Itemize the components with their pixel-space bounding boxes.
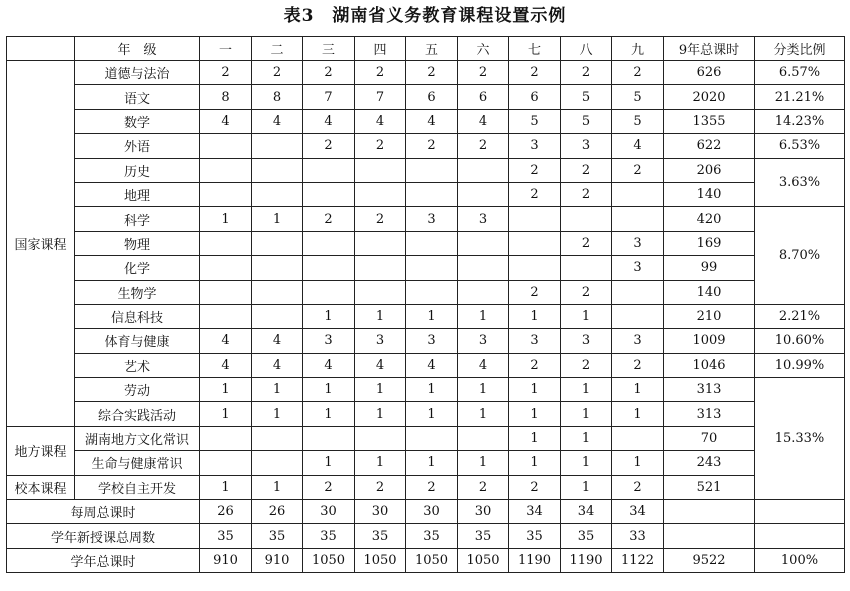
grade-hours-cell: 5 [509, 109, 561, 133]
grade-hours-cell: 1 [612, 451, 664, 475]
table-row [7, 304, 845, 328]
grade-hours-cell [252, 426, 303, 450]
summary-value-cell: 1050 [303, 548, 355, 572]
ratio-cell: 3.63% [755, 158, 845, 207]
subject-cell: 生命与健康常识 [75, 451, 200, 475]
grade-hours-cell [406, 426, 458, 450]
table-title: 表3 湖南省义务教育课程设置示例 [283, 6, 567, 26]
subject-cell: 劳动 [75, 378, 200, 402]
grade-hours-cell: 3 [561, 329, 612, 353]
summary-value-cell: 35 [406, 524, 458, 548]
grade-hours-cell: 4 [252, 109, 303, 133]
ratio-cell: 10.99% [755, 353, 845, 377]
curriculum-table [6, 36, 845, 573]
grade-hours-cell [303, 256, 355, 280]
ratio-cell: 6.53% [755, 134, 845, 158]
summary-ratio-cell [755, 500, 845, 524]
ratio-cell: 2.21% [755, 304, 845, 328]
table-row [7, 329, 845, 353]
grade-hours-cell: 2 [355, 134, 406, 158]
total-hours-cell: 140 [664, 182, 755, 206]
grade-hours-cell: 2 [355, 207, 406, 231]
category-cell: 校本课程 [7, 475, 75, 499]
grade-hours-cell: 4 [458, 353, 509, 377]
grade-hours-cell: 2 [561, 61, 612, 85]
table-row [7, 426, 845, 450]
grade-hours-cell: 4 [612, 134, 664, 158]
subject-cell: 学校自主开发 [75, 475, 200, 499]
header-ratio: 分类比例 [755, 37, 845, 61]
summary-value-cell: 33 [612, 524, 664, 548]
grade-hours-cell [303, 158, 355, 182]
grade-hours-cell [355, 182, 406, 206]
grade-hours-cell: 1 [612, 378, 664, 402]
summary-value-cell: 34 [509, 500, 561, 524]
grade-hours-cell: 6 [509, 85, 561, 109]
grade-hours-cell [561, 207, 612, 231]
summary-value-cell: 35 [303, 524, 355, 548]
summary-label: 每周总课时 [7, 500, 200, 524]
grade-hours-cell: 4 [252, 353, 303, 377]
summary-value-cell: 1050 [355, 548, 406, 572]
summary-value-cell: 910 [252, 548, 303, 572]
total-hours-cell: 1046 [664, 353, 755, 377]
grade-hours-cell [355, 280, 406, 304]
grade-hours-cell: 1 [458, 451, 509, 475]
summary-value-cell: 35 [561, 524, 612, 548]
header-grade-3: 三 [303, 37, 355, 61]
grade-hours-cell [200, 256, 252, 280]
grade-hours-cell: 1 [406, 451, 458, 475]
grade-hours-cell: 4 [406, 353, 458, 377]
grade-hours-cell [200, 280, 252, 304]
grade-hours-cell [355, 426, 406, 450]
grade-hours-cell: 2 [303, 207, 355, 231]
grade-hours-cell: 4 [200, 353, 252, 377]
summary-total-cell [664, 524, 755, 548]
summary-value-cell: 1050 [458, 548, 509, 572]
summary-value-cell: 1190 [509, 548, 561, 572]
total-hours-cell: 1355 [664, 109, 755, 133]
grade-hours-cell: 3 [406, 207, 458, 231]
grade-hours-cell: 2 [406, 61, 458, 85]
grade-hours-cell [303, 231, 355, 255]
total-hours-cell: 140 [664, 280, 755, 304]
grade-hours-cell [252, 134, 303, 158]
grade-hours-cell: 2 [561, 280, 612, 304]
grade-hours-cell: 1 [561, 426, 612, 450]
grade-hours-cell: 3 [509, 134, 561, 158]
table-row [7, 61, 845, 85]
table-row [7, 402, 845, 426]
grade-hours-cell: 4 [200, 109, 252, 133]
grade-hours-cell: 1 [303, 304, 355, 328]
grade-hours-cell [458, 426, 509, 450]
grade-hours-cell: 1 [252, 475, 303, 499]
grade-hours-cell [252, 304, 303, 328]
grade-hours-cell: 4 [200, 329, 252, 353]
grade-hours-cell: 1 [252, 378, 303, 402]
grade-hours-cell [200, 451, 252, 475]
table-row [7, 231, 845, 255]
grade-hours-cell [509, 256, 561, 280]
grade-hours-cell: 5 [612, 109, 664, 133]
grade-hours-cell [458, 280, 509, 304]
grade-hours-cell: 2 [303, 61, 355, 85]
header-grade-1: 一 [200, 37, 252, 61]
grade-hours-cell [406, 231, 458, 255]
grade-hours-cell: 3 [355, 329, 406, 353]
grade-hours-cell: 1 [561, 475, 612, 499]
grade-hours-cell: 4 [303, 353, 355, 377]
summary-value-cell: 30 [406, 500, 458, 524]
table-row [7, 378, 845, 402]
total-hours-cell: 313 [664, 402, 755, 426]
summary-value-cell: 26 [252, 500, 303, 524]
subject-cell: 综合实践活动 [75, 402, 200, 426]
table-row [7, 134, 845, 158]
grade-hours-cell: 2 [406, 134, 458, 158]
subject-cell: 物理 [75, 231, 200, 255]
summary-ratio-cell: 100% [755, 548, 845, 572]
grade-hours-cell [252, 231, 303, 255]
grade-hours-cell [406, 158, 458, 182]
header-grade-4: 四 [355, 37, 406, 61]
total-hours-cell: 313 [664, 378, 755, 402]
grade-hours-cell [200, 231, 252, 255]
grade-hours-cell: 1 [355, 402, 406, 426]
grade-hours-cell: 1 [200, 207, 252, 231]
grade-hours-cell: 2 [509, 182, 561, 206]
grade-hours-cell [200, 426, 252, 450]
grade-hours-cell: 2 [561, 182, 612, 206]
ratio-cell: 8.70% [755, 207, 845, 305]
grade-hours-cell [458, 256, 509, 280]
summary-value-cell: 1050 [406, 548, 458, 572]
grade-hours-cell [509, 207, 561, 231]
summary-row [7, 500, 845, 524]
grade-hours-cell: 5 [561, 85, 612, 109]
grade-hours-cell [355, 158, 406, 182]
grade-hours-cell: 1 [561, 451, 612, 475]
grade-hours-cell: 8 [252, 85, 303, 109]
grade-hours-cell [612, 426, 664, 450]
grade-hours-cell: 3 [509, 329, 561, 353]
grade-hours-cell: 3 [612, 256, 664, 280]
total-hours-cell: 243 [664, 451, 755, 475]
grade-hours-cell: 1 [561, 378, 612, 402]
grade-hours-cell [612, 182, 664, 206]
table-row [7, 353, 845, 377]
grade-hours-cell: 1 [509, 378, 561, 402]
grade-hours-cell [200, 134, 252, 158]
grade-hours-cell: 3 [612, 329, 664, 353]
grade-hours-cell [355, 256, 406, 280]
header-grade-7: 七 [509, 37, 561, 61]
total-hours-cell: 210 [664, 304, 755, 328]
grade-hours-cell [252, 451, 303, 475]
table-body [7, 37, 845, 573]
grade-hours-cell: 1 [561, 402, 612, 426]
grade-hours-cell: 2 [406, 475, 458, 499]
grade-hours-cell: 3 [612, 231, 664, 255]
grade-hours-cell: 4 [303, 109, 355, 133]
grade-hours-cell: 5 [561, 109, 612, 133]
table-row [7, 158, 845, 182]
total-hours-cell: 420 [664, 207, 755, 231]
grade-hours-cell [561, 256, 612, 280]
category-cell: 地方课程 [7, 426, 75, 475]
grade-hours-cell [200, 182, 252, 206]
subject-cell: 生物学 [75, 280, 200, 304]
subject-cell: 艺术 [75, 353, 200, 377]
summary-value-cell: 34 [561, 500, 612, 524]
grade-hours-cell: 2 [458, 475, 509, 499]
subject-cell: 历史 [75, 158, 200, 182]
table-row [7, 256, 845, 280]
subject-cell: 湖南地方文化常识 [75, 426, 200, 450]
subject-cell: 道德与法治 [75, 61, 200, 85]
grade-hours-cell [458, 158, 509, 182]
subject-cell: 地理 [75, 182, 200, 206]
grade-hours-cell: 2 [509, 475, 561, 499]
grade-hours-cell: 4 [252, 329, 303, 353]
summary-label: 学年新授课总周数 [7, 524, 200, 548]
subject-cell: 语文 [75, 85, 200, 109]
grade-hours-cell [458, 182, 509, 206]
grade-hours-cell [406, 182, 458, 206]
grade-hours-cell [303, 182, 355, 206]
grade-hours-cell: 7 [355, 85, 406, 109]
subject-cell: 科学 [75, 207, 200, 231]
grade-hours-cell [406, 256, 458, 280]
grade-hours-cell: 3 [406, 329, 458, 353]
total-hours-cell: 99 [664, 256, 755, 280]
grade-hours-cell: 1 [458, 304, 509, 328]
grade-hours-cell: 1 [406, 402, 458, 426]
grade-hours-cell: 1 [200, 475, 252, 499]
total-hours-cell: 626 [664, 61, 755, 85]
grade-hours-cell: 2 [561, 231, 612, 255]
ratio-cell: 6.57% [755, 61, 845, 85]
grade-hours-cell: 7 [303, 85, 355, 109]
summary-value-cell: 30 [458, 500, 509, 524]
total-hours-cell: 521 [664, 475, 755, 499]
table-row [7, 182, 845, 206]
grade-hours-cell: 1 [561, 304, 612, 328]
subject-cell: 体育与健康 [75, 329, 200, 353]
ratio-cell: 15.33% [755, 378, 845, 500]
grade-hours-cell: 2 [612, 353, 664, 377]
header-total: 9年总课时 [664, 37, 755, 61]
grade-hours-cell: 1 [509, 402, 561, 426]
grade-hours-cell: 1 [200, 378, 252, 402]
grade-hours-cell: 2 [612, 61, 664, 85]
summary-total-cell: 9522 [664, 548, 755, 572]
table-row [7, 451, 845, 475]
header-grade-8: 八 [561, 37, 612, 61]
header-corner [7, 37, 75, 61]
summary-total-cell [664, 500, 755, 524]
grade-hours-cell: 6 [406, 85, 458, 109]
header-grade-label: 年 级 [75, 37, 200, 61]
grade-hours-cell: 2 [355, 475, 406, 499]
grade-hours-cell [612, 280, 664, 304]
table-row [7, 207, 845, 231]
grade-hours-cell: 2 [509, 353, 561, 377]
grade-hours-cell: 1 [509, 451, 561, 475]
grade-hours-cell: 1 [406, 304, 458, 328]
grade-hours-cell: 1 [200, 402, 252, 426]
summary-value-cell: 35 [355, 524, 406, 548]
subject-cell: 数学 [75, 109, 200, 133]
summary-value-cell: 35 [200, 524, 252, 548]
grade-hours-cell: 3 [303, 329, 355, 353]
grade-hours-cell: 2 [509, 61, 561, 85]
grade-hours-cell: 1 [458, 378, 509, 402]
grade-hours-cell: 4 [406, 109, 458, 133]
grade-hours-cell: 8 [200, 85, 252, 109]
header-grade-2: 二 [252, 37, 303, 61]
grade-hours-cell: 5 [612, 85, 664, 109]
grade-hours-cell [252, 256, 303, 280]
grade-hours-cell [355, 231, 406, 255]
summary-value-cell: 910 [200, 548, 252, 572]
grade-hours-cell [303, 280, 355, 304]
grade-hours-cell: 1 [355, 304, 406, 328]
grade-hours-cell: 3 [458, 207, 509, 231]
total-hours-cell: 169 [664, 231, 755, 255]
summary-value-cell: 1122 [612, 548, 664, 572]
grade-hours-cell: 4 [458, 109, 509, 133]
grade-hours-cell: 2 [200, 61, 252, 85]
subject-cell: 信息科技 [75, 304, 200, 328]
grade-hours-cell: 1 [509, 304, 561, 328]
grade-hours-cell: 4 [355, 109, 406, 133]
grade-hours-cell: 2 [509, 280, 561, 304]
grade-hours-cell: 1 [355, 378, 406, 402]
grade-hours-cell [252, 280, 303, 304]
ratio-cell: 21.21% [755, 85, 845, 109]
grade-hours-cell: 2 [303, 475, 355, 499]
table-row [7, 475, 845, 499]
grade-hours-cell: 1 [612, 402, 664, 426]
grade-hours-cell: 2 [458, 61, 509, 85]
grade-hours-cell: 2 [303, 134, 355, 158]
grade-hours-cell [303, 426, 355, 450]
grade-hours-cell: 2 [458, 134, 509, 158]
summary-row [7, 524, 845, 548]
grade-hours-cell: 1 [458, 402, 509, 426]
grade-hours-cell: 1 [406, 378, 458, 402]
grade-hours-cell: 3 [561, 134, 612, 158]
grade-hours-cell [252, 182, 303, 206]
summary-value-cell: 30 [303, 500, 355, 524]
subject-cell: 化学 [75, 256, 200, 280]
grade-hours-cell: 1 [303, 402, 355, 426]
category-cell: 国家课程 [7, 61, 75, 427]
grade-hours-cell: 1 [252, 207, 303, 231]
summary-value-cell: 35 [252, 524, 303, 548]
summary-value-cell: 30 [355, 500, 406, 524]
summary-value-cell: 1190 [561, 548, 612, 572]
grade-hours-cell: 2 [561, 158, 612, 182]
grade-hours-cell: 1 [303, 378, 355, 402]
grade-hours-cell: 4 [355, 353, 406, 377]
grade-hours-cell [458, 231, 509, 255]
ratio-cell: 10.60% [755, 329, 845, 353]
grade-hours-cell [612, 304, 664, 328]
summary-row [7, 548, 845, 572]
ratio-cell: 14.23% [755, 109, 845, 133]
summary-ratio-cell [755, 524, 845, 548]
grade-hours-cell [509, 231, 561, 255]
subject-cell: 外语 [75, 134, 200, 158]
grade-hours-cell: 2 [252, 61, 303, 85]
table-row [7, 280, 845, 304]
summary-value-cell: 34 [612, 500, 664, 524]
grade-hours-cell [252, 158, 303, 182]
grade-hours-cell: 2 [355, 61, 406, 85]
grade-hours-cell: 1 [355, 451, 406, 475]
summary-label: 学年总课时 [7, 548, 200, 572]
header-grade-5: 五 [406, 37, 458, 61]
grade-hours-cell [200, 304, 252, 328]
header-grade-9: 九 [612, 37, 664, 61]
grade-hours-cell: 1 [303, 451, 355, 475]
header-row [7, 37, 845, 61]
grade-hours-cell: 2 [612, 475, 664, 499]
grade-hours-cell [406, 280, 458, 304]
table-row [7, 109, 845, 133]
grade-hours-cell: 2 [509, 158, 561, 182]
grade-hours-cell: 6 [458, 85, 509, 109]
total-hours-cell: 206 [664, 158, 755, 182]
total-hours-cell: 1009 [664, 329, 755, 353]
header-grade-6: 六 [458, 37, 509, 61]
total-hours-cell: 622 [664, 134, 755, 158]
grade-hours-cell: 2 [612, 158, 664, 182]
grade-hours-cell: 1 [252, 402, 303, 426]
summary-value-cell: 35 [509, 524, 561, 548]
grade-hours-cell: 3 [458, 329, 509, 353]
table-row [7, 85, 845, 109]
total-hours-cell: 2020 [664, 85, 755, 109]
grade-hours-cell: 1 [509, 426, 561, 450]
grade-hours-cell: 2 [561, 353, 612, 377]
grade-hours-cell [612, 207, 664, 231]
summary-value-cell: 35 [458, 524, 509, 548]
total-hours-cell: 70 [664, 426, 755, 450]
grade-hours-cell [200, 158, 252, 182]
summary-value-cell: 26 [200, 500, 252, 524]
